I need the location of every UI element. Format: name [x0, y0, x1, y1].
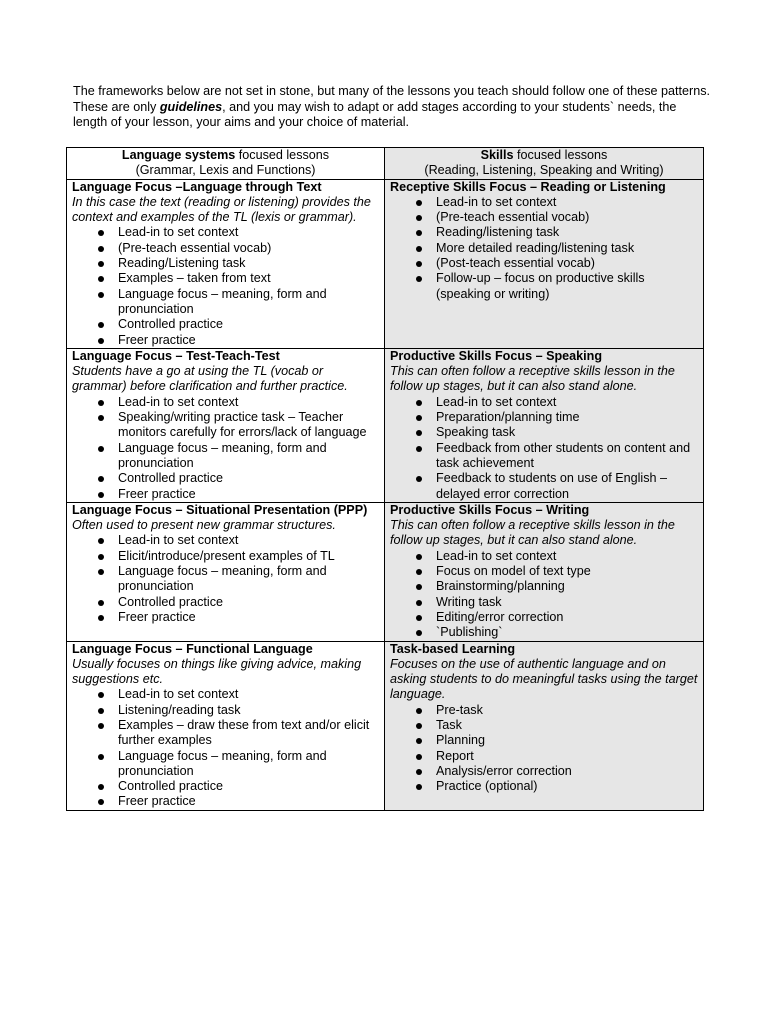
stage-item: Language focus – meaning, form and pronunciation	[118, 287, 379, 318]
stage-item: Freer practice	[118, 333, 379, 348]
stage-item: Reading/Listening task	[118, 256, 379, 271]
framework-title: Language Focus – Situational Presentation (PPP)	[72, 502, 368, 517]
intro-emphasis: guidelines	[159, 99, 223, 114]
stage-list	[72, 395, 379, 502]
stage-list	[72, 225, 379, 347]
stage-list	[72, 533, 379, 625]
stage-item: Examples – draw these from text and/or elicit further examples	[118, 718, 379, 749]
stage-item: (Post-teach essential vocab)	[436, 256, 698, 271]
framework-title: Language Focus – Test-Teach-Test	[72, 348, 280, 363]
framework-cell-left	[67, 641, 385, 810]
stage-item: Lead-in to set context	[436, 395, 698, 410]
table-row	[67, 641, 704, 810]
framework-cell-left	[67, 348, 385, 502]
table-row	[67, 348, 704, 502]
stage-item: Analysis/error correction	[436, 764, 698, 779]
stage-item: More detailed reading/listening task	[436, 241, 698, 256]
stage-item: Language focus – meaning, form and pronunciation	[118, 441, 379, 472]
framework-description: This can often follow a receptive skills lesson in the follow up stages, but it can also stand alone.	[390, 364, 675, 394]
stage-item: Lead-in to set context	[118, 225, 379, 240]
stage-list	[390, 703, 698, 795]
stage-item: Elicit/introduce/present examples of TL	[118, 549, 379, 564]
stage-item: Lead-in to set context	[118, 687, 379, 702]
stage-item: Freer practice	[118, 610, 379, 625]
stage-item: Practice (optional)	[436, 779, 698, 794]
table-row	[67, 502, 704, 641]
framework-description: Focuses on the use of authentic language and on asking students to do meaningful tasks using the target language.	[390, 656, 698, 702]
framework-description: Usually focuses on things like giving advice, making suggestions etc.	[72, 656, 362, 687]
stage-item: Lead-in to set context	[118, 395, 379, 410]
stage-item: (Pre-teach essential vocab)	[436, 210, 698, 225]
framework-title: Receptive Skills Focus – Reading or Listening	[390, 179, 666, 194]
header-left-rest: focused lessons	[235, 148, 330, 162]
header-right-sub: (Reading, Listening, Speaking and Writing)	[424, 163, 664, 178]
framework-title: Language Focus –Language through Text	[72, 179, 322, 194]
table-header-row	[67, 148, 704, 180]
stage-item: Speaking task	[436, 425, 698, 440]
stage-item: Preparation/planning time	[436, 410, 698, 425]
stage-item: Reading/listening task	[436, 225, 698, 240]
stage-item: Lead-in to set context	[118, 533, 379, 548]
stage-item: `Publishing`	[436, 625, 698, 640]
stage-item: Language focus – meaning, form and pronunciation	[118, 564, 379, 595]
stage-item: Brainstorming/planning	[436, 579, 698, 594]
stage-item: (Pre-teach essential vocab)	[118, 241, 379, 256]
stage-item: Focus on model of text type	[436, 564, 698, 579]
stage-item: Pre-task	[436, 703, 698, 718]
stage-item: Editing/error correction	[436, 610, 698, 625]
stage-item: Freer practice	[118, 794, 379, 809]
stage-item: Controlled practice	[118, 471, 379, 486]
framework-title: Productive Skills Focus – Speaking	[390, 348, 603, 363]
stage-list	[390, 549, 698, 641]
stage-item: Task	[436, 718, 698, 733]
stage-item: Controlled practice	[118, 779, 379, 794]
stage-item: Language focus – meaning, form and pronunciation	[118, 749, 379, 780]
stage-list	[72, 687, 379, 809]
framework-description: This can often follow a receptive skills lesson in the follow up stages, but it can also stand alone.	[390, 518, 675, 548]
stage-item: Listening/reading task	[118, 703, 379, 718]
stage-list	[390, 395, 698, 502]
stage-item: Lead-in to set context	[436, 195, 698, 210]
stage-list	[390, 195, 698, 302]
framework-title: Productive Skills Focus – Writing	[390, 502, 590, 517]
header-skills	[385, 148, 704, 180]
framework-cell-right	[385, 348, 704, 502]
stage-item: Controlled practice	[118, 317, 379, 332]
header-right-rest: focused lessons	[513, 148, 608, 162]
table-row	[67, 179, 704, 348]
header-right-bold: Skills	[480, 148, 514, 162]
intro-paragraph	[73, 84, 713, 131]
stage-item: Feedback to students on use of English – delayed error correction	[436, 471, 698, 502]
header-left-sub: (Grammar, Lexis and Functions)	[135, 163, 316, 178]
lesson-frameworks-table	[66, 147, 704, 811]
framework-description: Students have a go at using the TL (vocab or grammar) before clarification and further practice.	[72, 364, 348, 394]
framework-title: Language Focus – Functional Language	[72, 641, 313, 656]
framework-cell-right	[385, 641, 704, 810]
framework-cell-left	[67, 179, 385, 348]
stage-item: Freer practice	[118, 487, 379, 502]
framework-description: In this case the text (reading or listening) provides the context and examples of the TL (lexis or grammar).	[72, 194, 371, 225]
stage-item: Writing task	[436, 595, 698, 610]
stage-item: Feedback from other students on content and task achievement	[436, 441, 698, 472]
stage-item: Report	[436, 749, 698, 764]
intro-text-start: The frameworks below are not set in stone, but many of the lessons you teach should follow one of these patterns. These are only	[73, 84, 711, 114]
framework-cell-left	[67, 502, 385, 641]
intro-text-end: , and you may wish to adapt or add stages according to your students` needs, the length of your lesson, your aims and your choice of material.	[73, 99, 677, 129]
header-language-systems	[67, 148, 385, 180]
stage-item: Speaking/writing practice task – Teacher monitors carefully for errors/lack of language	[118, 410, 379, 441]
framework-description: Often used to present new grammar structures.	[72, 518, 336, 533]
stage-item: Examples – taken from text	[118, 271, 379, 286]
stage-item: Follow-up – focus on productive skills (speaking or writing)	[436, 271, 698, 302]
header-left-bold: Language systems	[121, 148, 236, 162]
stage-item: Controlled practice	[118, 595, 379, 610]
framework-title: Task-based Learning	[390, 641, 516, 656]
stage-item: Lead-in to set context	[436, 549, 698, 564]
framework-cell-right	[385, 179, 704, 348]
stage-item: Planning	[436, 733, 698, 748]
framework-cell-right	[385, 502, 704, 641]
